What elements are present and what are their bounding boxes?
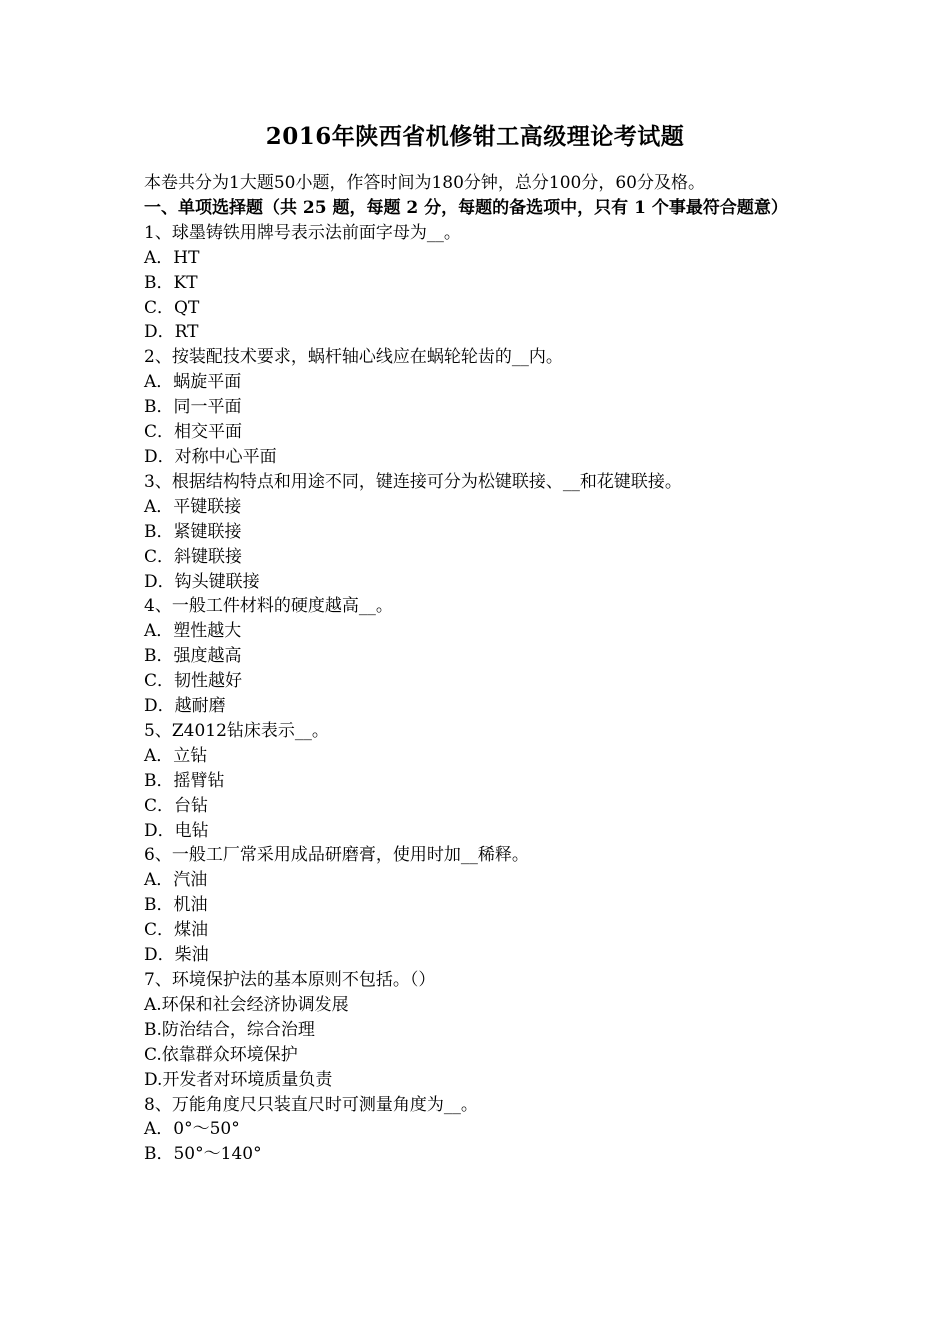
option-a: A．汽油 bbox=[144, 870, 208, 891]
question-8 bbox=[144, 1093, 824, 1168]
section-heading: 一、单项选择题（共 25 题，每题 2 分，每题的备选项中，只有 1 个事最符合题意） bbox=[144, 197, 788, 218]
question-5 bbox=[144, 719, 824, 844]
exam-body bbox=[144, 171, 824, 1167]
question-1 bbox=[144, 221, 824, 346]
exam-intro: 本卷共分为1大题50小题，作答时间为180分钟，总分100分，60分及格。 bbox=[144, 173, 705, 193]
option-b: B．强度越高 bbox=[144, 646, 242, 667]
option-d: D．越耐磨 bbox=[144, 696, 226, 717]
option-b: B．摇臂钻 bbox=[144, 770, 225, 791]
option-d: D．钩头键联接 bbox=[144, 571, 260, 592]
question-4 bbox=[144, 594, 824, 719]
option-a: A．平键联接 bbox=[144, 496, 242, 517]
question-stem: 4、一般工件材料的硬度越高__。 bbox=[144, 596, 393, 617]
option-b: B．紧键联接 bbox=[144, 521, 242, 542]
option-b: B．KT bbox=[144, 272, 198, 293]
option-d: D．柴油 bbox=[144, 945, 209, 966]
option-c: C．台钻 bbox=[144, 795, 209, 816]
question-7 bbox=[144, 968, 824, 1093]
option-b: B.防治结合，综合治理 bbox=[144, 1019, 315, 1040]
option-c: C．相交平面 bbox=[144, 422, 243, 443]
question-stem: 2、按装配技术要求，蜗杆轴心线应在蜗轮轮齿的__内。 bbox=[144, 347, 563, 368]
question-stem: 5、Z4012钻床表示__。 bbox=[144, 720, 329, 741]
option-d: D.开发者对环境质量负责 bbox=[144, 1069, 333, 1090]
option-a: A.环保和社会经济协调发展 bbox=[144, 994, 349, 1015]
option-b: B．50°～140° bbox=[144, 1144, 262, 1165]
option-a: A．0°～50° bbox=[144, 1119, 240, 1140]
option-b: B．同一平面 bbox=[144, 397, 242, 418]
option-d: D．对称中心平面 bbox=[144, 446, 277, 467]
question-stem: 1、球墨铸铁用牌号表示法前面字母为__。 bbox=[144, 222, 461, 243]
option-a: A．HT bbox=[144, 247, 200, 268]
option-c: C．煤油 bbox=[144, 920, 209, 941]
option-a: A．蜗旋平面 bbox=[144, 372, 242, 393]
option-c: C．韧性越好 bbox=[144, 671, 243, 692]
question-stem: 8、万能角度尺只装直尺时可测量角度为__。 bbox=[144, 1094, 478, 1115]
option-b: B．机油 bbox=[144, 895, 208, 916]
question-stem: 6、一般工厂常采用成品研磨膏，使用时加__稀释。 bbox=[144, 845, 529, 866]
option-c: C．斜键联接 bbox=[144, 546, 243, 567]
question-stem: 3、根据结构特点和用途不同，键连接可分为松键联接、__和花键联接。 bbox=[144, 471, 682, 492]
option-c: C.依靠群众环境保护 bbox=[144, 1044, 298, 1065]
option-d: D．电钻 bbox=[144, 820, 209, 841]
option-a: A．立钻 bbox=[144, 745, 208, 766]
question-stem: 7、环境保护法的基本原则不包括。（） bbox=[144, 970, 436, 990]
question-2 bbox=[144, 345, 824, 470]
option-d: D．RT bbox=[144, 322, 199, 343]
page-title: 2016年陕西省机修钳工高级理论考试题 bbox=[265, 123, 685, 150]
option-c: C．QT bbox=[144, 297, 200, 318]
question-6 bbox=[144, 843, 824, 968]
question-3 bbox=[144, 470, 824, 595]
option-a: A．塑性越大 bbox=[144, 621, 242, 642]
